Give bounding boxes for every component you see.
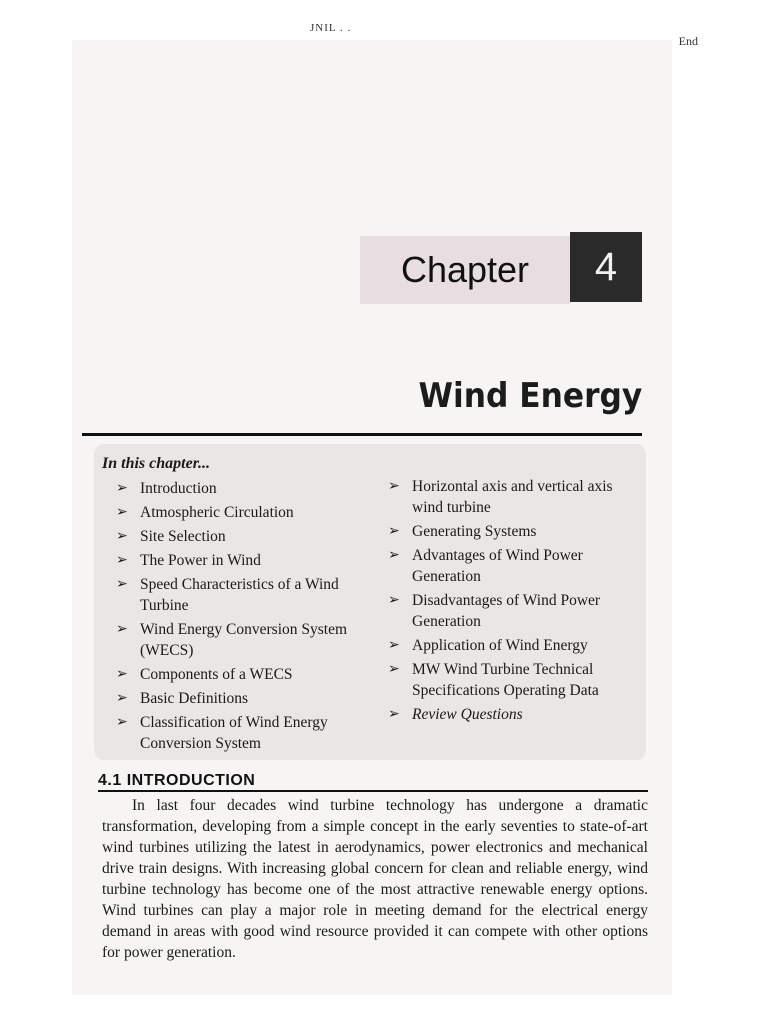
title-rule: [82, 433, 642, 436]
arrow-bullet-icon: ➢: [388, 478, 400, 494]
contents-item: ➢ Basic Definitions: [116, 690, 249, 707]
chapter-title: Wind Energy: [418, 376, 642, 416]
contents-item: ➢ Review Questions: [388, 706, 523, 723]
arrow-bullet-icon: ➢: [116, 480, 128, 496]
section-rule: [98, 790, 648, 792]
contents-item: ➢ Atmospheric Circulation: [116, 504, 294, 521]
contents-item: ➢ Generating Systems: [388, 523, 537, 540]
contents-item: ➢ Introduction: [116, 480, 217, 497]
body-paragraph: In last four decades wind turbine technology has undergone a dramatic transformation, developing from a simple concept in the early seventies to state-of-art wind turbines utilizing the latest in aerodynamics, power electronics and mechanical drive train designs. With increasing global concern for clean and reliable energy, wind turbine technology has become one of the most attractive renewable energy options. Wind turbines can play a major role in meeting demand for the electrical energy demand in areas with good wind resource provided it can compete with other options for power generation.: [102, 797, 648, 961]
arrow-bullet-icon: ➢: [388, 547, 400, 563]
arrow-bullet-icon: ➢: [388, 637, 400, 653]
arrow-bullet-icon: ➢: [116, 576, 128, 592]
arrow-bullet-icon: ➢: [388, 706, 400, 722]
arrow-bullet-icon: ➢: [116, 621, 128, 637]
header-scribble: JNIL . .: [310, 22, 352, 34]
chapter-label: Chapter: [400, 249, 530, 290]
chapter-number: 4: [594, 244, 618, 289]
arrow-bullet-icon: ➢: [388, 592, 400, 608]
arrow-bullet-icon: ➢: [388, 661, 400, 677]
contents-item: ➢ MW Wind Turbine Technical Specifications Operating Data: [388, 661, 599, 699]
header-corner-text: End: [678, 34, 698, 48]
contents-item: ➢ Disadvantages of Wind Power Generation: [388, 592, 601, 630]
section-heading: 4.1 INTRODUCTION: [98, 772, 256, 789]
arrow-bullet-icon: ➢: [116, 666, 128, 682]
contents-item: ➢ Components of a WECS: [116, 666, 293, 683]
contents-heading: In this chapter...: [102, 455, 211, 472]
contents-item: ➢ Site Selection: [116, 528, 226, 545]
contents-item: ➢ Horizontal axis and vertical axis wind turbine: [388, 478, 613, 516]
contents-item: ➢ Advantages of Wind Power Generation: [388, 547, 583, 585]
contents-list-left: [116, 478, 386, 757]
contents-item: ➢ The Power in Wind: [116, 552, 261, 569]
arrow-bullet-icon: ➢: [116, 504, 128, 520]
arrow-bullet-icon: ➢: [116, 690, 128, 706]
arrow-bullet-icon: ➢: [116, 714, 128, 730]
chapter-label-box: [360, 236, 570, 304]
contents-item: ➢ Application of Wind Energy: [388, 637, 588, 654]
contents-item: ➢ Classification of Wind Energy Conversion System: [116, 714, 328, 752]
arrow-bullet-icon: ➢: [116, 528, 128, 544]
contents-item: ➢ Wind Energy Conversion System (WECS): [116, 621, 348, 659]
contents-item: ➢ Speed Characteristics of a Wind Turbine: [116, 576, 339, 614]
contents-list-right: [388, 476, 638, 728]
chapter-number-box: [570, 232, 642, 302]
arrow-bullet-icon: ➢: [388, 523, 400, 539]
arrow-bullet-icon: ➢: [116, 552, 128, 568]
